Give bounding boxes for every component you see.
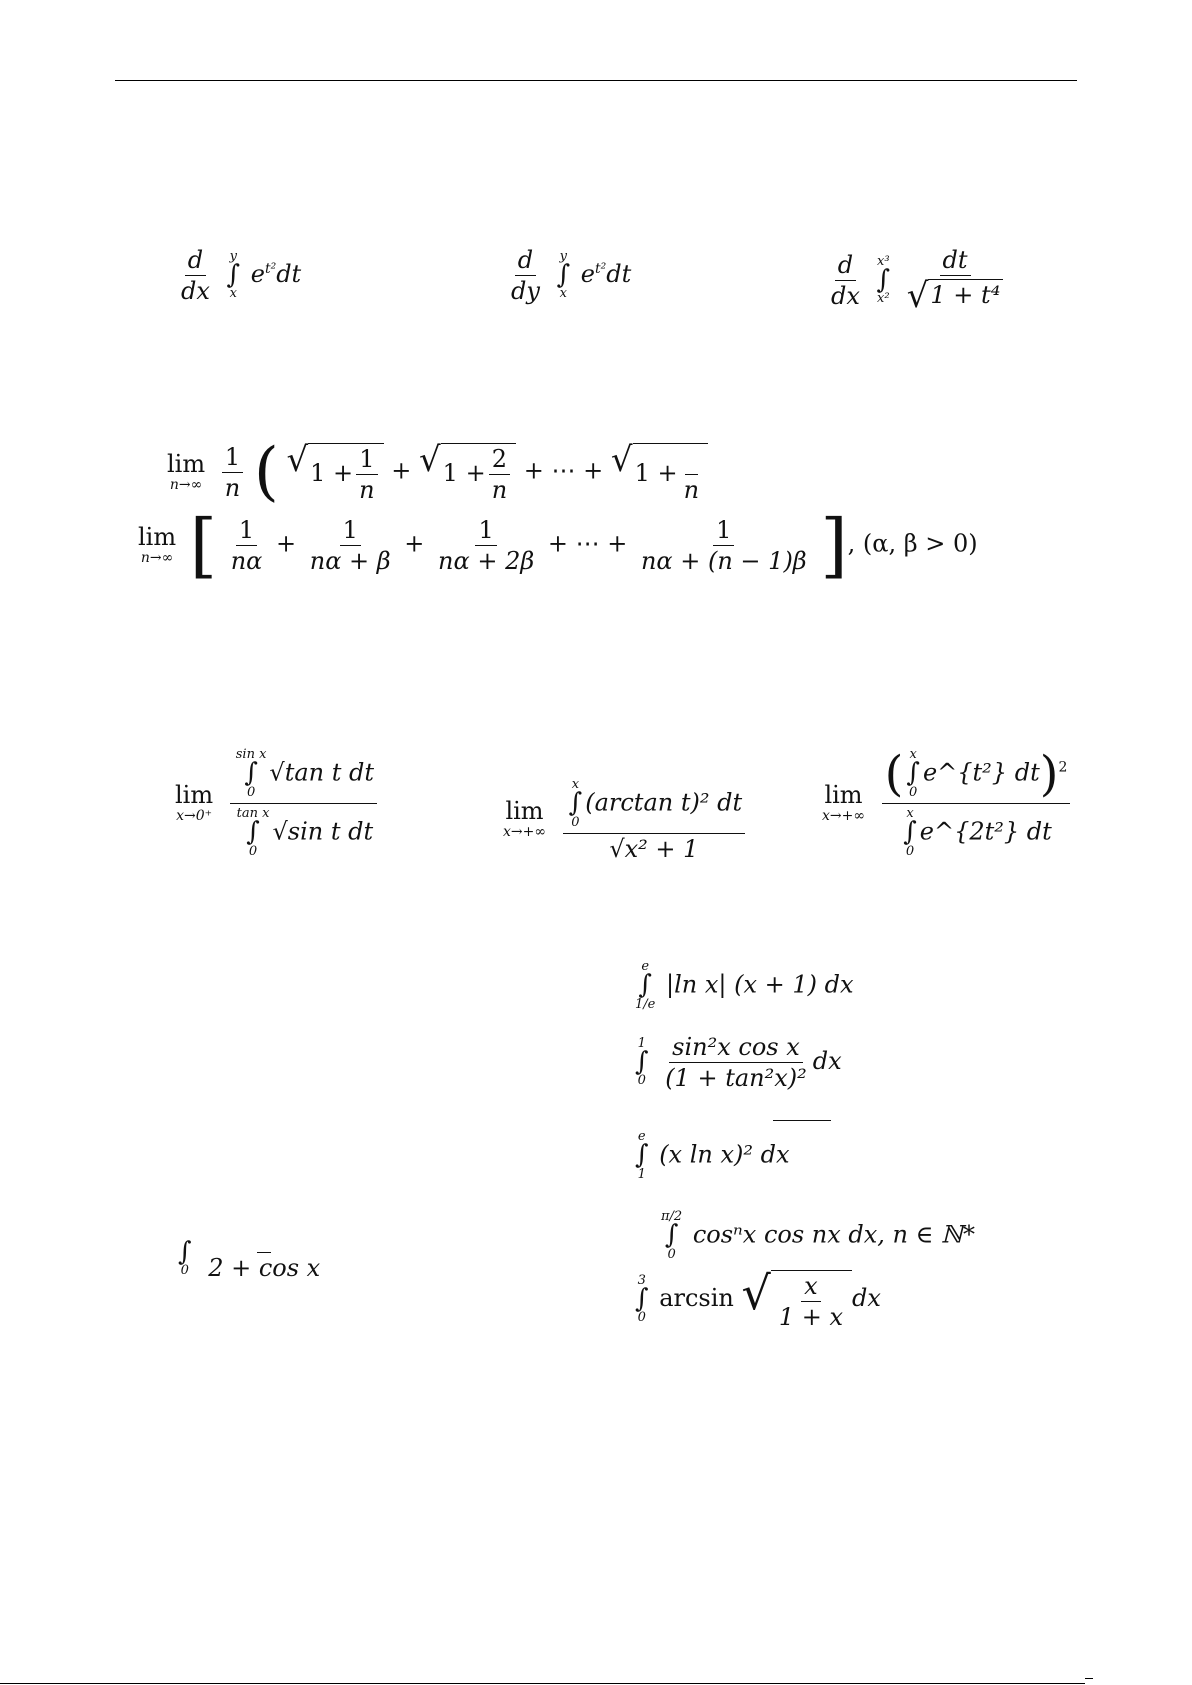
- header-rule: [115, 80, 1077, 81]
- integral-1: e ∫ 1/e |ln x| (x + 1) dx: [635, 959, 854, 1012]
- limit-a: lim x→0⁺ sin x ∫ 0 √tan t dt tan x ∫ 0 √sin t dt: [175, 748, 380, 859]
- limit-c: lim x→+∞ ( x ∫ 0 e^{t²} dt)$^2$ x ∫ 0 e^{2t²} dt: [822, 748, 1073, 859]
- integral-4: π/2 ∫ 0 cosⁿx cos nx dx, n ∈ ℕ*: [661, 1209, 975, 1262]
- deriv-c: $\frac{d}{dx}$ x³ ∫ x² dt √ 1 + t⁴: [825, 248, 1009, 313]
- riemann-sum-2: lim n→∞ [ $\frac{1}{n\alpha}$ + $\frac{1}{n\alpha + \beta}$ + $\frac{1}{n\alpha + 2\beta}$ + ⋯ + $\frac{1}{n\alpha + (n - 1)\beta}$ ], (α, β > 0): [138, 504, 978, 586]
- stray-overline: [773, 1120, 831, 1121]
- integral-3: e ∫ 1 (x ln x)² dx: [635, 1129, 790, 1182]
- footer-rule: [0, 1683, 1085, 1684]
- deriv-a: $\frac{d}{dx}$ y ∫ x $e^{t^2}dt$: [181, 246, 302, 305]
- integral-left: ∫ 0 2 + cos x: [175, 1225, 326, 1280]
- deriv-b: $\frac{d}{dy}$ y ∫ x $e^{t^2}dt$: [511, 246, 632, 305]
- footer-tick: [1085, 1678, 1093, 1679]
- integral-2: 1 ∫ 0 $\frac{\text{sin²x cos x}}{\text{(1 + tan²x)²}}$ dx: [635, 1033, 842, 1092]
- limit-b: lim x→+∞ x ∫ 0 (arctan t)² dt √x² + 1: [503, 778, 748, 861]
- integral-5: 3 ∫ 0 arcsin √ $\frac{x}{1 + x}$ dx: [635, 1266, 881, 1331]
- riemann-sum-1: lim n→∞ $\frac{1}{n}$ ( √ 1 + $\frac{1}{n}$ + √ 1 + $\frac{2}{n}$ + ⋯ + √ 1 + n: [167, 440, 708, 504]
